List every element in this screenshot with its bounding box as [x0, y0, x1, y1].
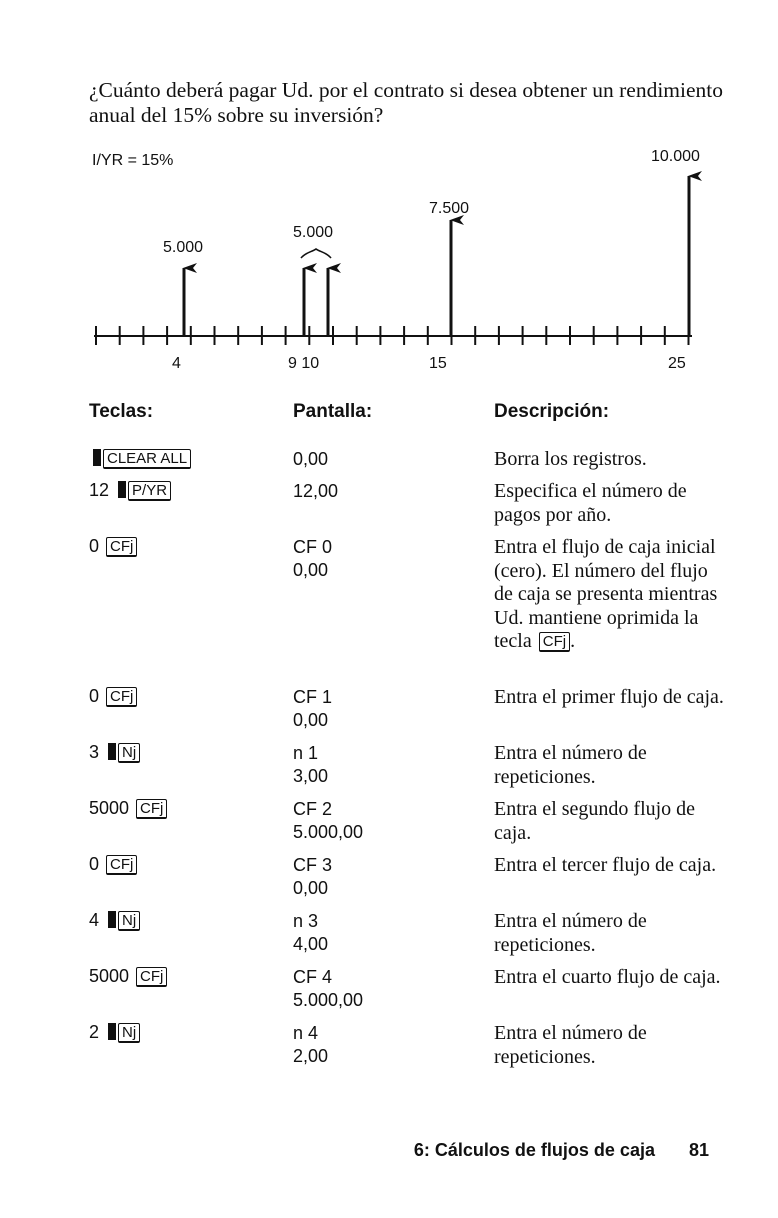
description-text — [494, 1022, 724, 1069]
flow-label-period-9-10: 5.000 — [293, 224, 334, 241]
display-header: Pantalla: — [293, 401, 373, 422]
display-value: CF 0 0,00 — [293, 537, 333, 580]
keystroke-number: 0 — [89, 854, 105, 874]
keystroke-number: 5000 — [89, 966, 135, 986]
description-body: Entra el tercer flujo de caja. — [494, 854, 717, 876]
keystroke-cell — [89, 480, 171, 501]
display-value: CF 4 5.000,00 — [293, 967, 364, 1010]
calculator-key: P/YR — [128, 481, 171, 501]
period-label-15: 15 — [429, 355, 447, 372]
period-label-9-10: 9 10 — [288, 355, 320, 372]
shift-key-icon — [93, 449, 101, 466]
description-body: Entra el número de repeticiones. — [494, 910, 647, 956]
shift-key-icon — [108, 911, 116, 928]
keystroke-cell — [89, 854, 137, 875]
keystroke-number: 3 — [89, 742, 105, 762]
flow-label-period-25: 10.000 — [651, 148, 700, 165]
description-text — [494, 448, 724, 472]
calculator-key: Nj — [118, 911, 140, 931]
display-value: 0,00 — [293, 449, 329, 469]
calculator-key: CFj — [136, 799, 167, 819]
description-text — [494, 854, 724, 878]
calculator-key: CFj — [136, 967, 167, 987]
calculator-key: Nj — [118, 1023, 140, 1043]
display-value: CF 2 5.000,00 — [293, 799, 364, 842]
description-end: . — [570, 630, 576, 652]
description-body: Entra el número de repeticiones. — [494, 742, 647, 788]
description-body: Entra el segundo flujo de caja. — [494, 798, 696, 844]
description-body: Entra el flujo de caja inicial (cero). El número del flujo de caja se presenta mientras Ud. mantiene oprimida la tecla — [494, 536, 718, 652]
description-body: Entra el número de repeticiones. — [494, 1022, 647, 1068]
flow-brace — [301, 249, 331, 258]
calculator-key: CFj — [106, 855, 137, 875]
description-text — [494, 536, 724, 654]
flow-label-period-4: 5.000 — [163, 239, 204, 256]
page-footer — [414, 1140, 709, 1161]
keystroke-cell — [89, 742, 140, 763]
display-value: n 3 4,00 — [293, 911, 329, 954]
rate-label: I/YR = 15% — [92, 152, 174, 169]
keystroke-number: 0 — [89, 686, 105, 706]
calculator-key: CLEAR ALL — [103, 449, 191, 469]
calculator-key: CFj — [106, 537, 137, 557]
keystroke-cell — [89, 1022, 140, 1043]
cash-flow-diagram — [0, 140, 778, 380]
description-text — [494, 966, 724, 990]
calculator-key: CFj — [106, 687, 137, 707]
keystroke-number: 2 — [89, 1022, 105, 1042]
flow-label-period-15: 7.500 — [429, 200, 470, 217]
keystroke-cell — [89, 536, 137, 557]
keystroke-cell — [89, 686, 137, 707]
description-key: CFj — [539, 632, 570, 652]
description-text — [494, 910, 724, 957]
calculator-key: Nj — [118, 743, 140, 763]
keystroke-cell — [89, 910, 140, 931]
keystroke-cell — [89, 448, 191, 469]
description-text — [494, 686, 724, 710]
display-value: n 4 2,00 — [293, 1023, 329, 1066]
chapter-title: 6: Cálculos de flujos de caja — [413, 1140, 655, 1160]
keystroke-number: 12 — [89, 480, 115, 500]
keystroke-number: 5000 — [89, 798, 135, 818]
question-text: ¿Cuánto deberá pagar Ud. por el contrato si desea obtener un rendimiento anual del 15% sobre su inversión? — [89, 78, 724, 127]
description-body: Entra el cuarto flujo de caja. — [494, 966, 721, 988]
description-body: Especifica el número de pagos por año. — [494, 480, 687, 526]
keystroke-number: 4 — [89, 910, 105, 930]
keys-header: Teclas: — [89, 401, 154, 422]
shift-key-icon — [108, 1023, 116, 1040]
display-value: n 1 3,00 — [293, 743, 329, 786]
shift-key-icon — [108, 743, 116, 760]
keystroke-number: 0 — [89, 536, 105, 556]
description-text — [494, 798, 724, 845]
display-value: CF 3 0,00 — [293, 855, 333, 898]
description-body: Borra los registros. — [494, 448, 647, 470]
period-label-4: 4 — [172, 355, 181, 372]
keystroke-cell — [89, 798, 167, 819]
display-value: CF 1 0,00 — [293, 687, 333, 730]
description-text — [494, 480, 724, 527]
period-label-25: 25 — [668, 355, 686, 372]
page-number: 81 — [688, 1140, 709, 1160]
description-header: Descripción: — [494, 401, 610, 422]
description-text — [494, 742, 724, 789]
shift-key-icon — [118, 481, 126, 498]
keystroke-cell — [89, 966, 167, 987]
display-value: 12,00 — [293, 481, 339, 501]
description-body: Entra el primer flujo de caja. — [494, 686, 724, 708]
